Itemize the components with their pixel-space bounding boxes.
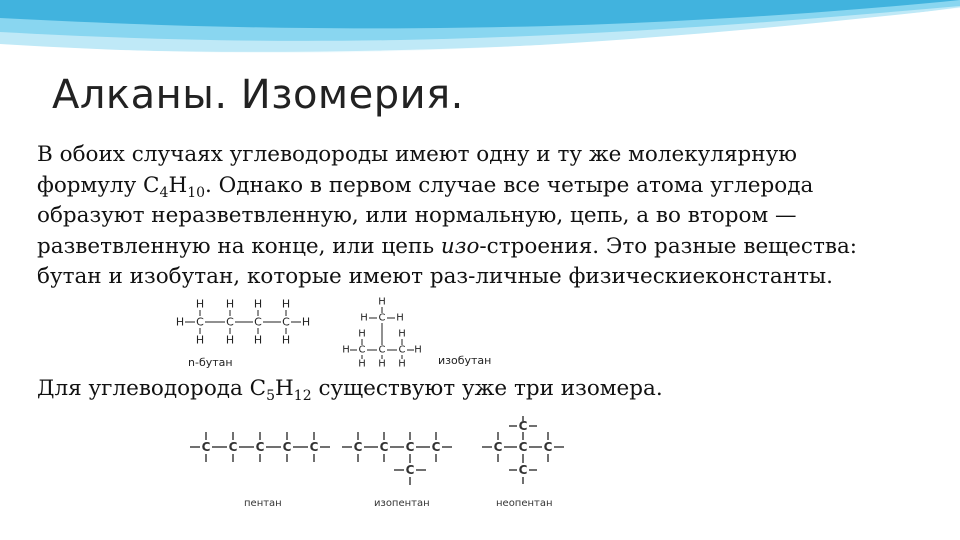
hydrogen-atom: H	[195, 333, 205, 347]
carbon-atom: C	[282, 440, 292, 454]
hydrogen-atom: H	[225, 333, 235, 347]
hydrogen-atom: H	[378, 358, 386, 370]
header-wave-decoration	[0, 0, 960, 70]
isobutane-label: изобутан	[438, 354, 492, 367]
carbon-atom: C	[405, 463, 415, 477]
pentane-structure	[190, 432, 330, 462]
carbon-atom: C	[255, 440, 265, 454]
carbon-atom: C	[358, 344, 366, 356]
hydrogen-atom: H	[414, 344, 422, 356]
hydrogen-atom: H	[281, 297, 291, 311]
hydrogen-atom: H	[253, 333, 263, 347]
formula-subscript: 10	[187, 184, 206, 201]
n-butane-structure	[176, 298, 310, 347]
c4-structures-figure	[150, 288, 530, 372]
carbon-atom: C	[201, 440, 211, 454]
paragraph-line	[37, 140, 937, 171]
paragraph-line	[37, 171, 937, 202]
body-paragraph	[37, 140, 937, 293]
carbon-atom: C	[378, 344, 386, 356]
carbon-atom: C	[431, 440, 441, 454]
isopentane-structure	[342, 432, 452, 485]
hydrogen-atom: H	[398, 328, 406, 340]
text-line-2-rest: . Однако в первом случае все четыре атома углерода	[205, 172, 814, 198]
text-line-1: В обоих случаях углеводороды имеют одну и ту же молекулярную	[37, 142, 797, 167]
formula-subscript: 4	[159, 184, 169, 201]
formula-subscript: 5	[266, 388, 276, 404]
n-butane-label: n-бутан	[188, 356, 233, 369]
hydrogen-atom: H	[360, 312, 368, 324]
hydrogen-atom: H	[398, 358, 406, 370]
paragraph-line	[37, 201, 937, 232]
paragraph-line	[37, 232, 937, 263]
carbon-atom: C	[518, 419, 528, 433]
hydrogen-atom: H	[378, 296, 386, 308]
hydrogen-atom: H	[396, 312, 404, 324]
isopentane-label: изопентан	[374, 498, 430, 509]
second-statement	[37, 376, 663, 404]
slide-title: Алканы. Изомерия.	[52, 72, 464, 118]
hydrogen-atom: H	[301, 315, 311, 329]
text-line-3: образуют неразветвленную, или нормальную, цепь, а во втором —	[37, 203, 797, 228]
neopentane-structure	[482, 416, 564, 484]
carbon-atom: C	[309, 440, 319, 454]
text-line-4a: разветвленную на конце, или цепь	[37, 233, 441, 259]
carbon-atom: C	[254, 315, 262, 329]
formula-text: Н	[168, 172, 188, 198]
hydrogen-atom: H	[358, 328, 366, 340]
hydrogen-atom: H	[358, 358, 366, 370]
hydrogen-atom: H	[253, 297, 263, 311]
formula-text: формулу С	[37, 172, 160, 198]
formula-subscript: 12	[293, 388, 312, 404]
carbon-atom: C	[543, 440, 553, 454]
emphasis-text: изо	[440, 233, 480, 259]
text-line-5: бутан и изобутан, которые имеют раз-личные физическиеконстанты.	[37, 264, 833, 289]
carbon-atom: C	[353, 440, 363, 454]
c5-structures-figure	[178, 414, 598, 522]
neopentane-label: неопентан	[496, 498, 553, 509]
hydrogen-atom: H	[175, 315, 185, 329]
pentane-label: пентан	[244, 498, 282, 509]
carbon-atom: C	[378, 312, 386, 324]
statement-text: существуют уже три изомера.	[311, 376, 663, 401]
hydrogen-atom: H	[225, 297, 235, 311]
isobutane-structure	[342, 297, 422, 370]
carbon-atom: C	[226, 315, 234, 329]
carbon-atom: C	[493, 440, 503, 454]
carbon-atom: C	[518, 463, 528, 477]
carbon-atom: C	[518, 440, 528, 454]
carbon-atom: C	[228, 440, 238, 454]
text-line-4b: -строения. Это разные вещества:	[479, 233, 857, 259]
hydrogen-atom: H	[342, 344, 350, 356]
statement-text: Н	[275, 376, 294, 401]
carbon-atom: C	[405, 440, 415, 454]
hydrogen-atom: H	[281, 333, 291, 347]
carbon-atom: C	[398, 344, 406, 356]
statement-text: Для углеводорода С	[37, 376, 267, 401]
carbon-atom: C	[196, 315, 204, 329]
carbon-atom: C	[379, 440, 389, 454]
carbon-atom: C	[282, 315, 290, 329]
hydrogen-atom: H	[195, 297, 205, 311]
